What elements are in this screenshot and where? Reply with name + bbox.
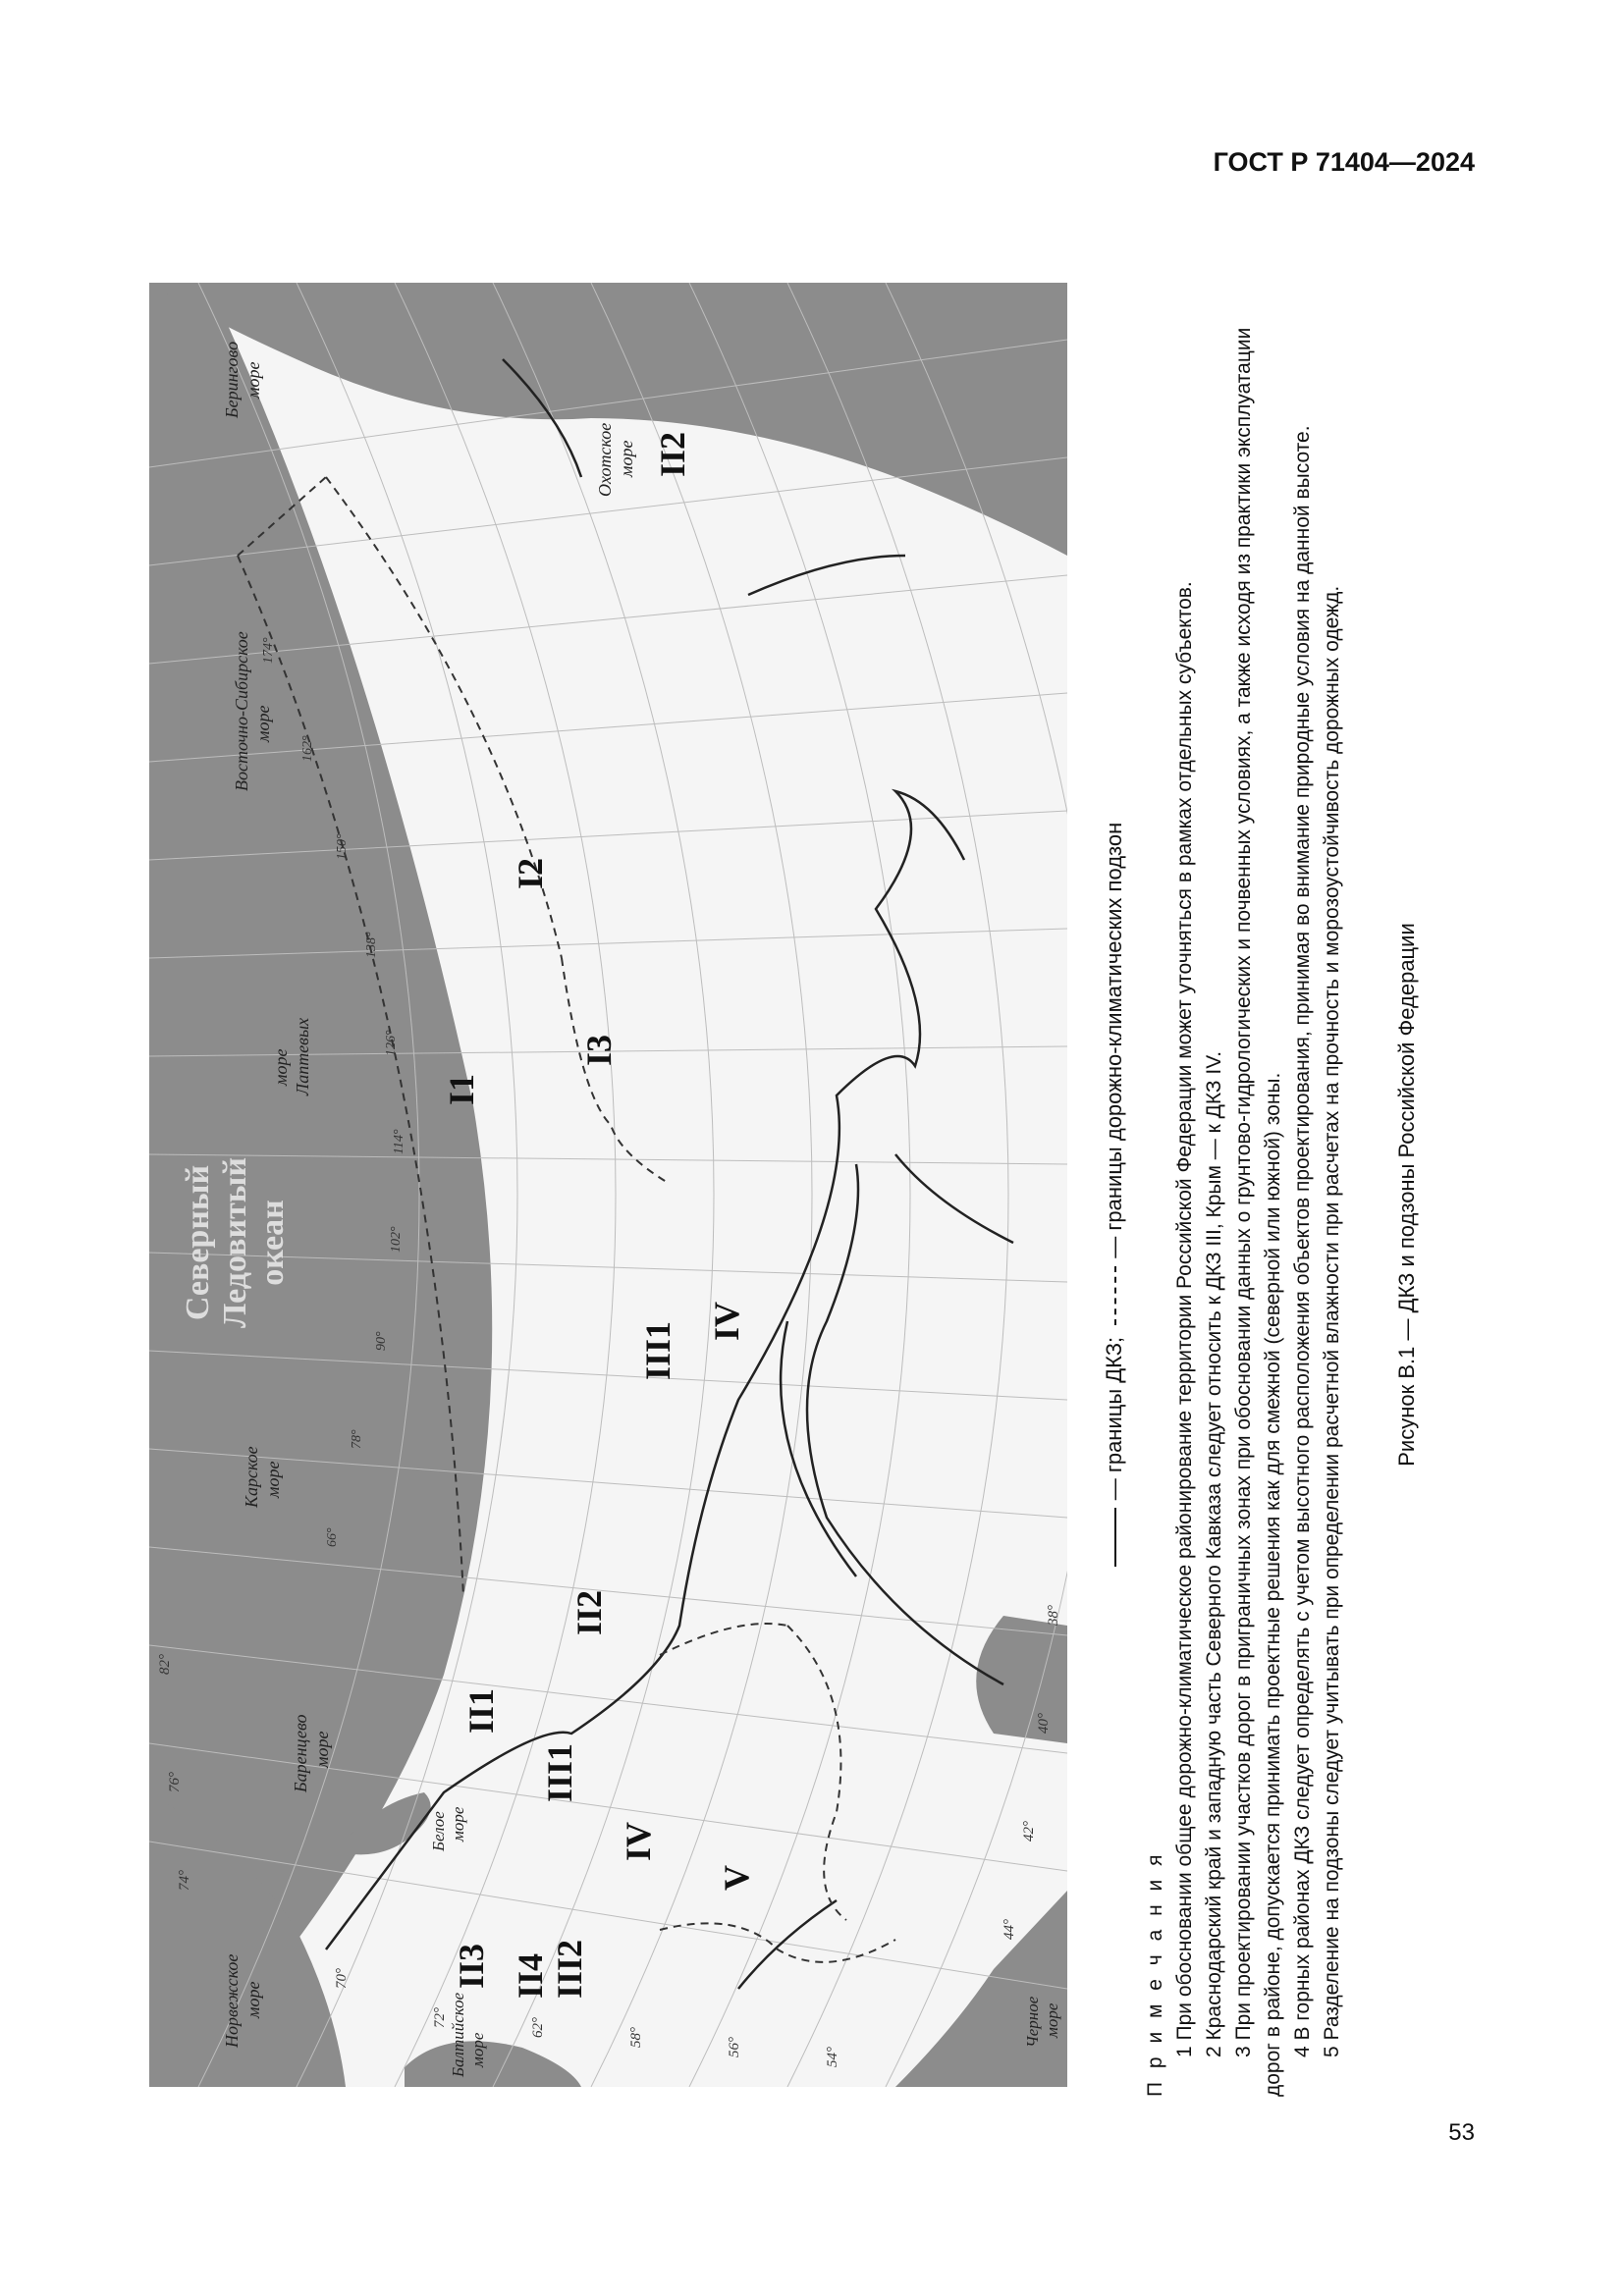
black-sea-label-2: море: [1043, 2002, 1061, 2038]
solid-line-sample: [1114, 1508, 1116, 1567]
black-sea-label-1: Черное: [1023, 1996, 1042, 2048]
zone-iii1-east: III1: [638, 1320, 677, 1380]
deg-top-label: 70°: [334, 1968, 350, 1989]
document-header: ГОСТ Р 71404—2024: [1213, 147, 1475, 177]
barents-sea-label-2: море: [312, 1731, 332, 1768]
laptev-sea-label-1: море: [271, 1048, 291, 1086]
dashed-line-sample: [1114, 1266, 1116, 1325]
page-number: 53: [1448, 2119, 1475, 2146]
meridian-label: 66°: [325, 1527, 340, 1547]
map-svg: [149, 283, 1067, 2087]
deg-top-label: 74°: [177, 1870, 192, 1891]
meridian-label: 126°: [384, 1030, 399, 1056]
baltic-sea-label-1: Балтийское: [449, 1992, 467, 2077]
bering-sea-label-1: Берингово: [222, 341, 242, 418]
figure-caption: Рисунок В.1 — ДКЗ и подзоны Российской Федерации: [1394, 923, 1419, 1467]
meridian-label: 114°: [392, 1129, 406, 1154]
deg-top-label: 62°: [530, 2017, 546, 2038]
note-item: 3 При проектировании участков дорог в приграничных зонах при обосновании данных о грунтово-гидрологических и почвенных условиях, а также исходя из практики эксплуатации дорог в районе, допускается принимать проектные решения как для смежной (северной или южной) зоны.: [1232, 327, 1284, 2097]
ocean-line-2: Ледовитый: [217, 1157, 253, 1328]
meridian-label: 138°: [364, 932, 379, 958]
bering-sea-label-2: море: [244, 361, 263, 399]
zone-ii3: II3: [452, 1943, 491, 1989]
meridian-label: 78°: [350, 1429, 364, 1449]
legend-solid-text: — границы ДКЗ;: [1102, 1336, 1126, 1501]
zone-i3: I3: [579, 1034, 619, 1066]
meridian-label: 174°: [261, 637, 276, 664]
white-sea-label-1: Белое: [429, 1811, 448, 1851]
deg-top-label: 72°: [432, 2007, 448, 2028]
east-siberian-sea-label-2: море: [253, 705, 273, 742]
meridian-label: 102°: [389, 1226, 404, 1253]
rotated-figure-block: [149, 214, 1435, 2097]
deg-top-label: 82°: [157, 1654, 173, 1675]
norwegian-sea-label-1: Норвежское: [222, 1953, 242, 2048]
zone-ii4: II4: [511, 1952, 550, 1999]
zone-ii1: II1: [461, 1687, 501, 1734]
white-sea-label-2: море: [449, 1806, 467, 1842]
zone-iii1-west: III1: [540, 1742, 579, 1802]
east-siberian-sea-label-1: Восточно-Сибирское: [232, 631, 251, 791]
zone-iv-east: IV: [707, 1301, 746, 1341]
deg-top-label: 54°: [825, 2047, 840, 2067]
deg-bottom-label: 42°: [1021, 1821, 1037, 1842]
baltic-sea-label-2: море: [468, 2032, 487, 2067]
deg-top-label: 76°: [167, 1772, 183, 1792]
deg-bottom-label: 38°: [1046, 1605, 1061, 1626]
zone-ii2-west: II2: [569, 1589, 609, 1635]
barents-sea-label-1: Баренцево: [291, 1714, 310, 1792]
note-item: 4 В горных районах ДКЗ следует определять с учетом высотного расположения объектов проектирования, принимая во внимание природные условия на данной высоте.: [1291, 425, 1314, 2057]
deg-top-label: 58°: [628, 2027, 644, 2048]
note-item: 5 Разделение на подзоны следует учитывать при определении расчетной влажности при расчетах на прочность и морозоустойчивость дорожных одежд.: [1321, 585, 1343, 2057]
notes-block: [1141, 293, 1347, 2097]
notes-title: П р и м е ч а н и я: [1144, 1850, 1166, 2097]
meridian-label: 150°: [335, 833, 350, 860]
kara-sea-label-1: Карское: [242, 1446, 261, 1508]
note-item: 2 Краснодарский край и западную часть Северного Кавказа следует относить к ДКЗ III, Крым — к ДКЗ IV.: [1203, 1050, 1225, 2057]
zoning-map: [149, 283, 1067, 2087]
zone-iii2: III2: [550, 1939, 589, 1999]
zone-iv-west: IV: [619, 1821, 658, 1861]
meridian-label: 90°: [374, 1331, 389, 1351]
note-item: 1 При обосновании общее дорожно-климатическое районирование территории Российской Федерации может уточняться в рамках отдельных субъектов.: [1173, 581, 1196, 2057]
map-legend: [1102, 293, 1127, 2097]
deg-bottom-label: 44°: [1001, 1919, 1017, 1940]
kara-sea-label-2: море: [263, 1461, 283, 1498]
ocean-line-3: океан: [254, 1200, 291, 1286]
laptev-sea-label-2: Лаптевых: [293, 1017, 312, 1095]
legend-dashed-text: — границы дорожно-климатических подзон: [1102, 822, 1126, 1258]
zone-ii2-east: II2: [653, 431, 692, 477]
meridian-label: 162°: [300, 735, 315, 762]
norwegian-sea-label-2: море: [244, 1981, 263, 2018]
okhotsk-sea-label-1: Охотское: [595, 422, 615, 497]
deg-top-label: 56°: [727, 2037, 742, 2057]
okhotsk-sea-label-2: море: [617, 440, 636, 477]
ocean-line-1: Северный: [180, 1164, 216, 1321]
zone-i1: I1: [442, 1073, 481, 1105]
zone-v: V: [717, 1865, 756, 1891]
zone-i2: I2: [511, 857, 550, 889]
deg-bottom-label: 40°: [1036, 1713, 1052, 1734]
